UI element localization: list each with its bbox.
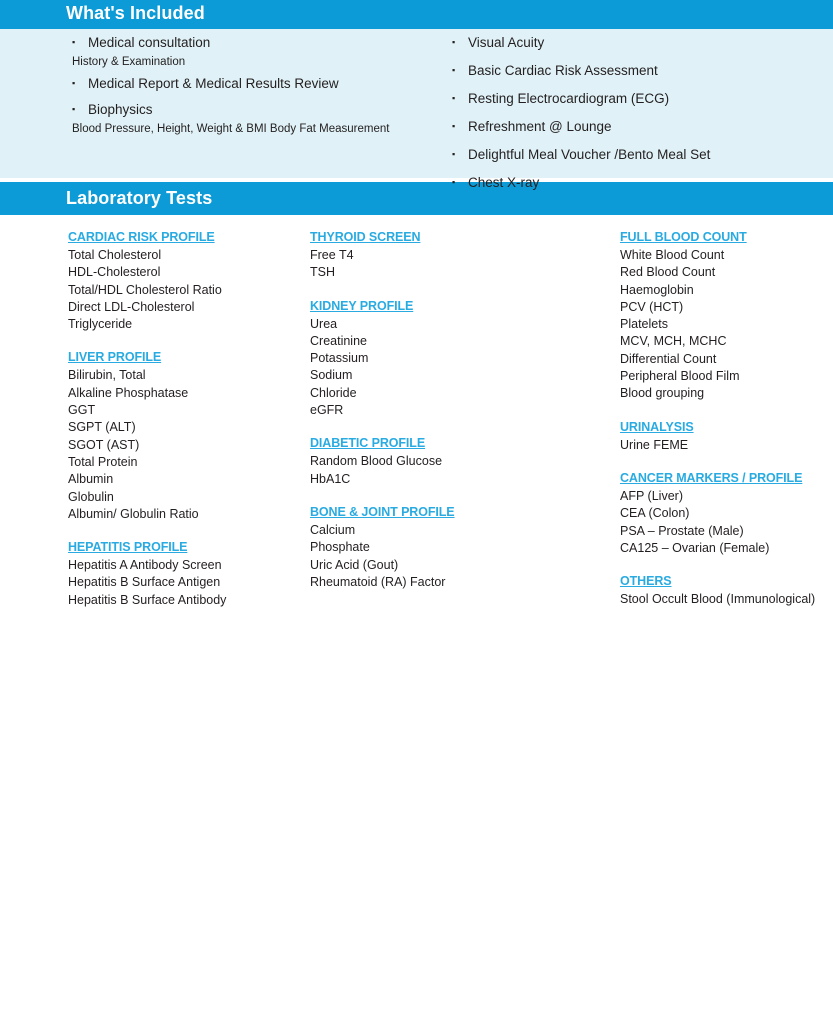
test-item: Hepatitis A Antibody Screen — [68, 558, 222, 573]
test-group-heading: FULL BLOOD COUNT — [620, 230, 747, 244]
test-item: Total/HDL Cholesterol Ratio — [68, 282, 222, 297]
laboratory-tests-panel — [0, 215, 833, 609]
square-bullet-icon: ▪ — [452, 121, 456, 131]
list-item-label: Medical Report & Medical Results Review — [88, 76, 339, 91]
list-item-subtext: Blood Pressure, Height, Weight & BMI Body Fat Measurement — [72, 123, 390, 135]
test-group-heading: HEPATITIS PROFILE — [68, 540, 188, 555]
square-bullet-icon: ▪ — [452, 149, 456, 159]
square-bullet-icon: ▪ — [72, 37, 76, 47]
square-bullet-icon: ▪ — [452, 65, 456, 75]
laboratory-column-3: FULL BLOOD COUNT White Blood Count Red Blood Count Haemoglobin PCV (HCT) Platelets MCV, MCH, MCHC Differential Count Peripheral Blood Film Blood grouping URINALYSIS Urine FEME CANCER MARKERS / PROFILE AFP (Liver) CEA (Colon) PSA – Prostate (Male) CA125 – Ovarian (Female) OTHERS Stool Occult Blood (Immunological) — [620, 230, 816, 607]
square-bullet-icon: ▪ — [72, 104, 76, 114]
test-item: Hepatitis B Surface Antibody — [68, 592, 227, 607]
list-item-label: Basic Cardiac Risk Assessment — [468, 63, 658, 78]
list-item — [452, 118, 833, 135]
test-group-heading: DIABETIC PROFILE — [310, 436, 426, 451]
test-item: Direct LDL-Cholesterol — [68, 299, 195, 314]
list-item — [72, 101, 430, 118]
test-item: SGPT (ALT) — [68, 420, 136, 435]
whats-included-panel — [0, 29, 833, 190]
list-item — [452, 174, 833, 191]
test-group-heading: OTHERS — [620, 574, 672, 589]
test-group-heading: THYROID SCREEN — [310, 230, 421, 244]
list-item-label: Delightful Meal Voucher /Bento Meal Set — [468, 147, 711, 162]
test-group-heading: KIDNEY PROFILE — [310, 298, 414, 313]
square-bullet-icon: ▪ — [452, 93, 456, 103]
test-item: Triglyceride — [68, 317, 133, 332]
test-item: GGT — [68, 403, 96, 418]
test-item: Albumin/ Globulin Ratio — [68, 506, 199, 521]
square-bullet-icon: ▪ — [452, 177, 456, 187]
list-item-subtext: History & Examination — [72, 56, 186, 68]
square-bullet-icon: ▪ — [452, 37, 456, 47]
list-item-label: Medical consultation — [88, 35, 211, 50]
test-item: Total Protein — [68, 454, 138, 469]
whats-included-left-column — [0, 34, 430, 202]
list-item-label: Chest X-ray — [468, 175, 540, 190]
laboratory-tests-columns — [0, 228, 833, 609]
whats-included-header-bar — [0, 0, 833, 29]
whats-included-title: What's Included — [66, 3, 205, 23]
square-bullet-icon: ▪ — [72, 78, 76, 88]
list-item — [72, 34, 430, 51]
test-group-heading: CANCER MARKERS / PROFILE — [620, 470, 803, 485]
test-item: SGOT (AST) — [68, 437, 140, 452]
test-item: Total Cholesterol — [68, 248, 162, 262]
test-group-heading: LIVER PROFILE — [68, 350, 162, 365]
list-item — [452, 90, 833, 107]
test-item: Albumin — [68, 472, 114, 487]
test-group-heading: BONE & JOINT PROFILE — [310, 504, 455, 519]
whats-included-columns — [0, 34, 833, 202]
whats-included-right-column — [430, 34, 833, 202]
test-item: Hepatitis B Surface Antigen — [68, 575, 221, 590]
laboratory-tests-title: Laboratory Tests — [66, 188, 213, 208]
laboratory-column-2: THYROID SCREEN Free T4 TSH KIDNEY PROFILE Urea Creatinine Potassium Sodium Chloride eGFR DIABETIC PROFILE Random Blood Glucose HbA1C BONE & JOINT PROFILE Calcium Phosphate Uric Acid (Gout) Rheumatoid (RA) Factor — [310, 230, 455, 589]
list-item-label: Resting Electrocardiogram (ECG) — [468, 91, 670, 106]
list-item-label: Visual Acuity — [468, 35, 545, 50]
list-item — [452, 34, 833, 51]
test-item: Bilirubin, Total — [68, 368, 146, 383]
test-item: HDL-Cholesterol — [68, 265, 161, 280]
list-item-label: Biophysics — [88, 102, 153, 117]
list-item — [452, 62, 833, 79]
list-item-label: Refreshment @ Lounge — [468, 119, 612, 134]
test-item: Alkaline Phosphatase — [68, 385, 189, 400]
test-group-heading: URINALYSIS — [620, 419, 694, 434]
list-item — [72, 75, 430, 92]
test-group-heading: CARDIAC RISK PROFILE — [68, 230, 215, 244]
list-item — [452, 146, 833, 163]
test-item: Globulin — [68, 489, 114, 504]
